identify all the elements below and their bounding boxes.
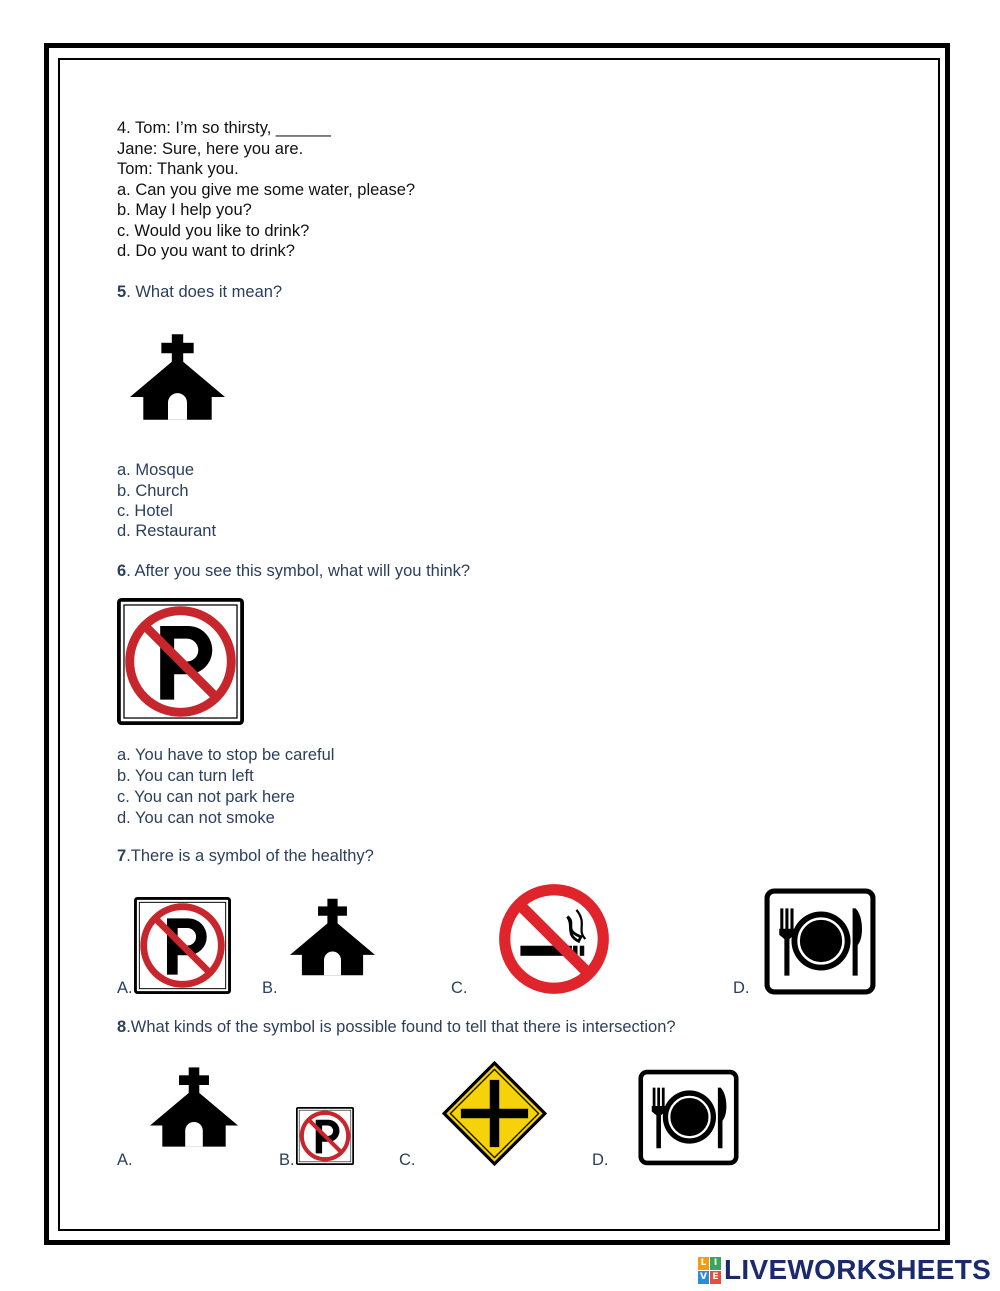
q8-choice-a-label[interactable]: A. [117,1151,133,1169]
q7-number: 7 [117,847,127,865]
q4-dialogue-line: Tom: Thank you. [117,160,239,178]
no-parking-sign-icon[interactable] [134,897,231,994]
q6-heading [117,561,470,581]
logo-letter: L [698,1257,709,1270]
no-parking-sign-icon [117,598,244,725]
no-parking-sign-icon[interactable] [296,1107,354,1165]
church-icon[interactable] [290,897,375,977]
restaurant-sign-icon[interactable] [638,1069,739,1166]
q6-option-b[interactable]: b. You can turn left [117,767,254,785]
church-icon[interactable] [150,1066,238,1148]
liveworksheets-watermark [698,1256,991,1284]
q6-option-d[interactable]: d. You can not smoke [117,809,275,827]
q5-option-c[interactable]: c. Hotel [117,502,173,520]
q4-option-b[interactable]: b. May I help you? [117,201,252,219]
q7-choice-a-label[interactable]: A. [117,979,133,997]
q7-question: .There is a symbol of the healthy? [126,847,374,865]
church-icon [130,332,225,422]
q5-heading [117,282,282,302]
q8-choice-c-label[interactable]: C. [399,1151,416,1169]
q8-number: 8 [117,1018,127,1036]
q6-question: . After you see this symbol, what will you think? [126,562,471,580]
liveworksheets-logo [698,1257,721,1284]
q4-option-c[interactable]: c. Would you like to drink? [117,222,310,240]
q5-number: 5 [117,283,127,301]
q8-choice-b-label[interactable]: B. [279,1151,295,1169]
restaurant-sign-icon[interactable] [764,888,876,995]
liveworksheets-wordmark: LIVEWORKSHEETS [724,1254,992,1285]
logo-letter: I [710,1257,721,1270]
q8-heading [117,1017,676,1037]
q5-option-b[interactable]: b. Church [117,482,189,500]
q5-option-a[interactable]: a. Mosque [117,461,195,479]
logo-letter: V [698,1271,709,1284]
q7-choice-c-label[interactable]: C. [451,979,468,997]
q8-choice-d-label[interactable]: D. [592,1151,609,1169]
no-smoking-sign-icon[interactable] [498,883,610,995]
q7-choice-d-label[interactable]: D. [733,979,750,997]
q6-option-a[interactable]: a. You have to stop be careful [117,746,335,764]
q4-question: 4. Tom: I’m so thirsty, ______ [117,119,331,137]
logo-letter: E [710,1271,721,1284]
q5-question: . What does it mean? [126,283,283,301]
q5-option-d[interactable]: d. Restaurant [117,522,217,540]
intersection-sign-icon[interactable] [442,1061,547,1166]
q6-number: 6 [117,562,127,580]
q4-option-d[interactable]: d. Do you want to drink? [117,242,295,260]
q8-question: .What kinds of the symbol is possible found to tell that there is intersection? [126,1018,676,1036]
q4-option-a[interactable]: a. Can you give me some water, please? [117,181,416,199]
q7-choice-b-label[interactable]: B. [262,979,278,997]
q7-heading [117,846,374,866]
q6-option-c[interactable]: c. You can not park here [117,788,295,806]
q4-dialogue-line: Jane: Sure, here you are. [117,140,304,158]
